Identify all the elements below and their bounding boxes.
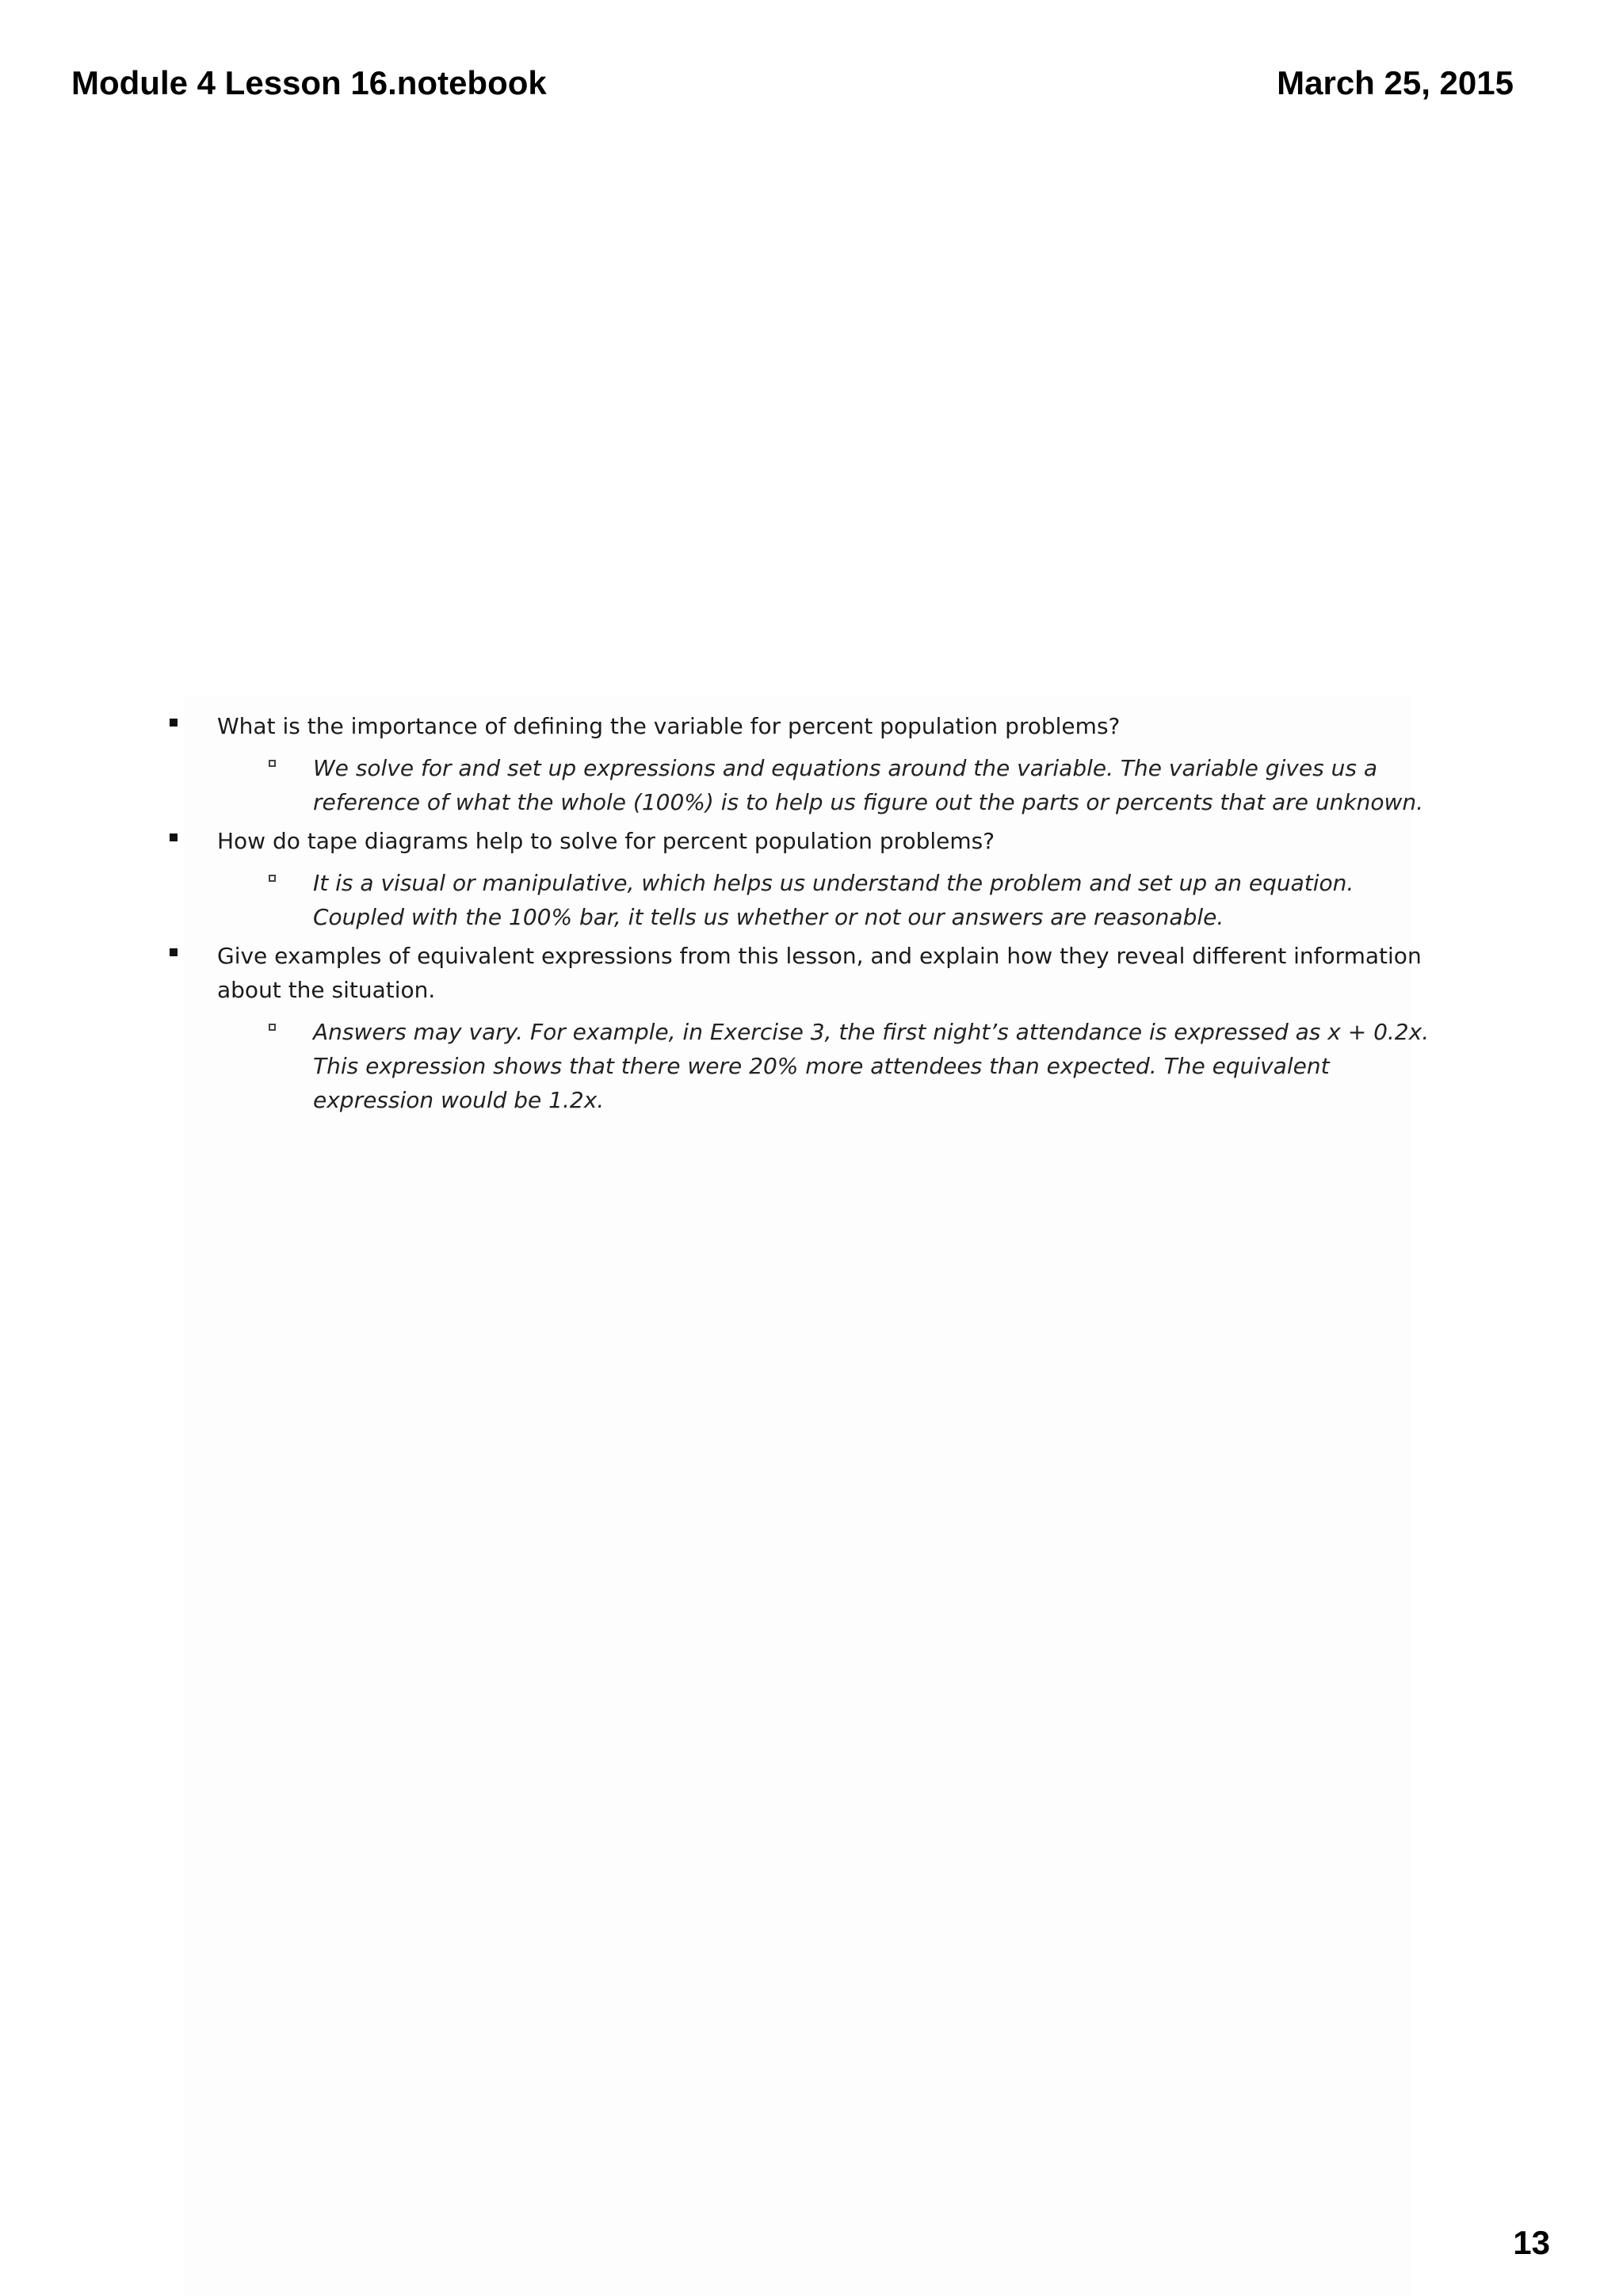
notebook-title: Module 4 Lesson 16.notebook bbox=[71, 64, 547, 101]
hollow-square-bullet-icon bbox=[269, 875, 276, 882]
notebook-date: March 25, 2015 bbox=[1277, 64, 1514, 101]
discussion-question-list bbox=[166, 709, 1434, 1122]
answer-block bbox=[217, 866, 1434, 934]
question-text: What is the importance of defining the variable for percent population problems? bbox=[217, 713, 1121, 739]
answer-text: Answers may vary. For example, in Exercise 3, the first night’s attendance is expressed as x + 0.2x. This expression shows that there were 20% more attendees than expected. The equivalent expression would be 1.2x. bbox=[313, 1019, 1430, 1113]
list-item bbox=[166, 709, 1434, 819]
page-number: 13 bbox=[1513, 2224, 1550, 2261]
list-item bbox=[166, 939, 1434, 1117]
list-item bbox=[166, 824, 1434, 934]
square-bullet-icon bbox=[170, 948, 178, 956]
hollow-square-bullet-icon bbox=[269, 760, 276, 767]
answer-text: We solve for and set up expressions and equations around the variable. The variable gives us a reference of what the whole (100%) is to help us figure out the parts or percents that are unknown. bbox=[313, 755, 1424, 815]
answer-block bbox=[217, 1015, 1434, 1117]
answer-block bbox=[217, 751, 1434, 819]
hollow-square-bullet-icon bbox=[269, 1024, 276, 1031]
question-text: How do tape diagrams help to solve for percent population problems? bbox=[217, 828, 995, 854]
question-text: Give examples of equivalent expressions from this lesson, and explain how they reveal different information about the situation. bbox=[217, 943, 1422, 1003]
square-bullet-icon bbox=[170, 833, 178, 841]
square-bullet-icon bbox=[170, 719, 178, 727]
answer-text: It is a visual or manipulative, which helps us understand the problem and set up an equation. Coupled with the 100% bar, it tells us whether or not our answers are reasonable. bbox=[313, 870, 1354, 930]
